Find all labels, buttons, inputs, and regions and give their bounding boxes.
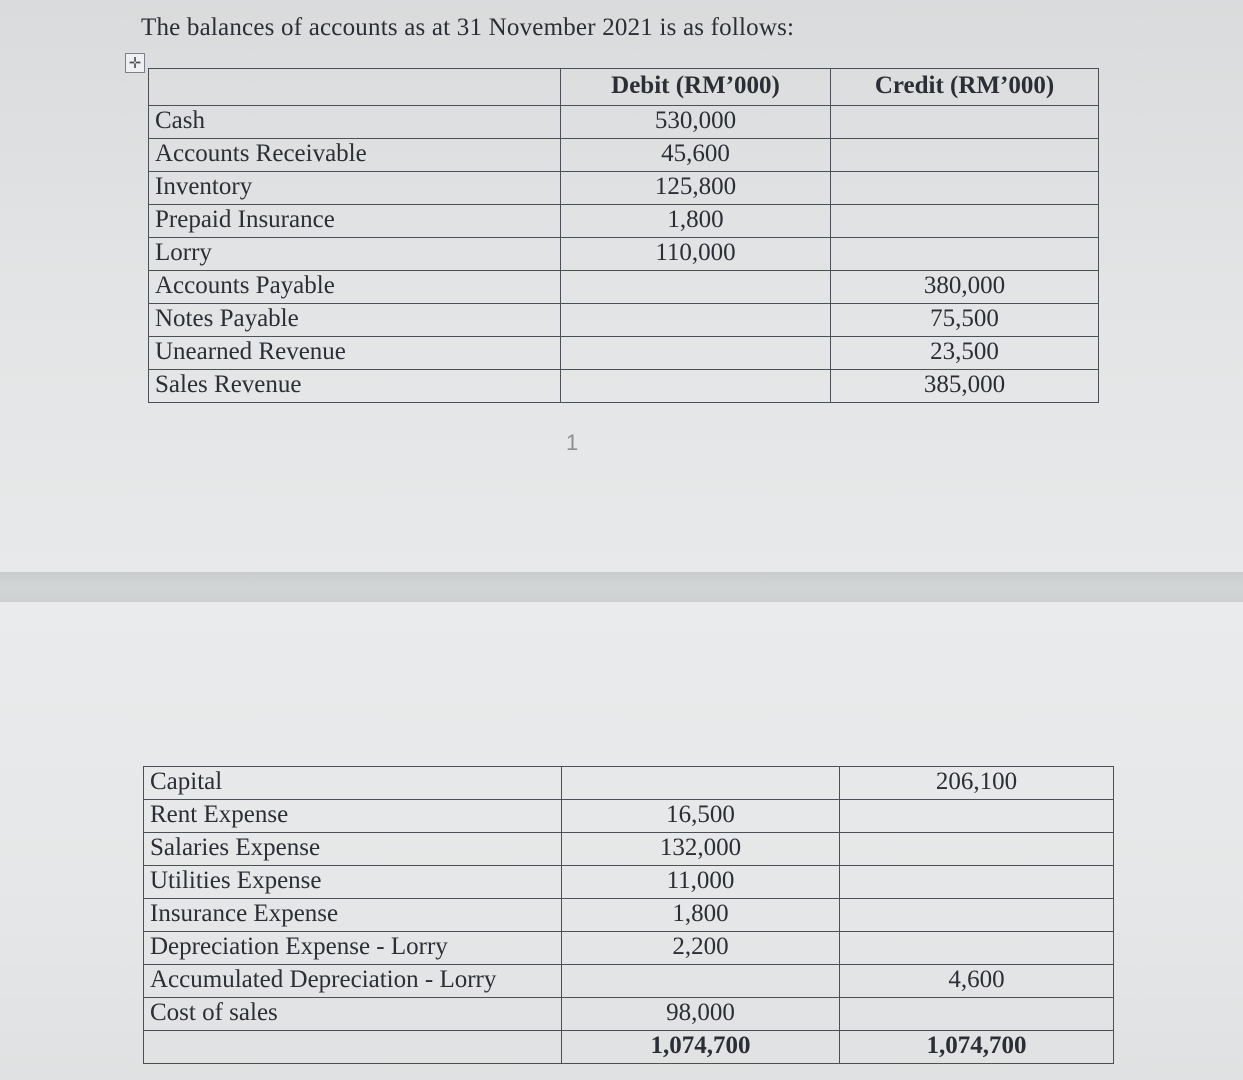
credit-amount	[831, 205, 1099, 238]
debit-amount: 110,000	[561, 238, 831, 271]
table-row	[149, 304, 1099, 337]
account-name: Accounts Receivable	[149, 139, 561, 172]
intro-paragraph: The balances of accounts as at 31 November 2021 is as follows:	[141, 14, 795, 41]
account-name: Accounts Payable	[149, 271, 561, 304]
credit-amount: 75,500	[831, 304, 1099, 337]
table-row	[144, 998, 1114, 1031]
account-name: Inventory	[149, 172, 561, 205]
table-row	[149, 139, 1099, 172]
account-name: Rent Expense	[144, 800, 562, 833]
account-name: Unearned Revenue	[149, 337, 561, 370]
table-row	[144, 767, 1114, 800]
header-debit: Debit (RM’000)	[561, 69, 831, 106]
page-number: 1	[566, 430, 579, 455]
table-row	[144, 800, 1114, 833]
debit-amount: 2,200	[562, 932, 840, 965]
table-row	[149, 106, 1099, 139]
debit-amount: 98,000	[562, 998, 840, 1031]
credit-amount: 385,000	[831, 370, 1099, 403]
table-row	[149, 205, 1099, 238]
account-name: Cash	[149, 106, 561, 139]
credit-amount	[840, 833, 1114, 866]
account-name: Notes Payable	[149, 304, 561, 337]
credit-amount	[831, 238, 1099, 271]
table-row	[149, 271, 1099, 304]
account-name: Accumulated Depreciation - Lorry	[144, 965, 562, 998]
debit-amount: 530,000	[561, 106, 831, 139]
account-name: Sales Revenue	[149, 370, 561, 403]
account-name: Insurance Expense	[144, 899, 562, 932]
header-account	[149, 69, 561, 106]
table-row	[144, 866, 1114, 899]
debit-amount: 1,800	[562, 899, 840, 932]
account-name: Lorry	[149, 238, 561, 271]
total-label	[144, 1031, 562, 1064]
credit-amount	[840, 932, 1114, 965]
debit-amount: 11,000	[562, 866, 840, 899]
header-credit: Credit (RM’000)	[831, 69, 1099, 106]
debit-amount	[561, 337, 831, 370]
credit-amount: 380,000	[831, 271, 1099, 304]
debit-amount	[562, 965, 840, 998]
table-row	[144, 932, 1114, 965]
trial-balance-table-part-2	[143, 766, 1114, 1064]
credit-amount	[840, 998, 1114, 1031]
debit-amount	[561, 271, 831, 304]
debit-amount: 45,600	[561, 139, 831, 172]
credit-amount	[840, 899, 1114, 932]
move-cross-icon: ✛	[128, 53, 142, 72]
account-name: Salaries Expense	[144, 833, 562, 866]
debit-amount	[562, 767, 840, 800]
table-row	[144, 899, 1114, 932]
debit-amount	[561, 304, 831, 337]
debit-amount: 125,800	[561, 172, 831, 205]
trial-balance-table-part-1	[148, 68, 1099, 403]
table-row	[149, 172, 1099, 205]
page-break-gap	[0, 572, 1243, 602]
credit-amount	[831, 172, 1099, 205]
debit-amount	[561, 370, 831, 403]
credit-amount	[840, 866, 1114, 899]
credit-amount	[840, 800, 1114, 833]
account-name: Prepaid Insurance	[149, 205, 561, 238]
credit-amount: 4,600	[840, 965, 1114, 998]
account-name: Cost of sales	[144, 998, 562, 1031]
account-name: Depreciation Expense - Lorry	[144, 932, 562, 965]
total-debit: 1,074,700	[562, 1031, 840, 1064]
table-row	[144, 833, 1114, 866]
debit-amount: 1,800	[561, 205, 831, 238]
table-header-row	[149, 69, 1099, 106]
debit-amount: 132,000	[562, 833, 840, 866]
total-credit: 1,074,700	[840, 1031, 1114, 1064]
credit-amount: 206,100	[840, 767, 1114, 800]
table-move-handle[interactable]	[125, 53, 145, 73]
account-name: Capital	[144, 767, 562, 800]
credit-amount: 23,500	[831, 337, 1099, 370]
debit-amount: 16,500	[562, 800, 840, 833]
credit-amount	[831, 106, 1099, 139]
account-name: Utilities Expense	[144, 866, 562, 899]
table-row	[149, 370, 1099, 403]
table-row	[149, 337, 1099, 370]
table-row	[149, 238, 1099, 271]
credit-amount	[831, 139, 1099, 172]
total-row	[144, 1031, 1114, 1064]
table-row	[144, 965, 1114, 998]
